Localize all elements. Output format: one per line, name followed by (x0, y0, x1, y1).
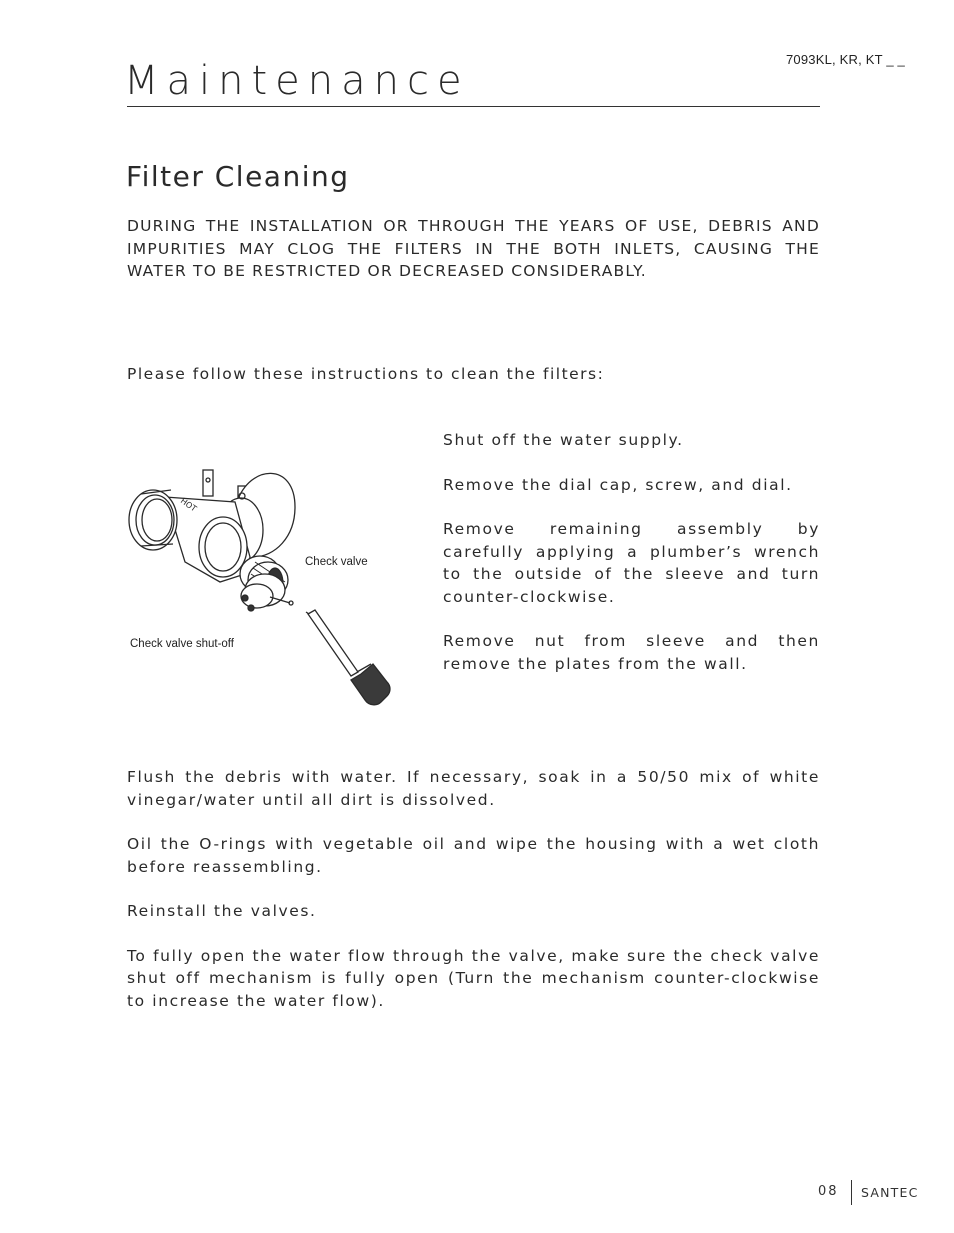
hot-mark: HOT (178, 496, 199, 514)
check-valve-shutoff-label: Check valve shut-off (130, 638, 234, 650)
title-divider (127, 106, 820, 107)
step-item: Remove nut from sleeve and then remove the plates from the wall. (443, 632, 820, 673)
check-valve-label: Check valve (305, 556, 368, 568)
step-list (443, 429, 820, 697)
brand-logo: SANTEC (861, 1185, 919, 1200)
step-item: Oil the O-rings with vegetable oil and wipe the housing with a wet cloth before reassembling. (127, 835, 820, 876)
step-item: Remove the dial cap, screw, and dial. (443, 475, 793, 494)
step-item: To fully open the water flow through the valve, make sure the check valve shut off mechanism is fully open (Turn the mechanism counter-clockwise to increase the water flow). (127, 946, 820, 1010)
section-title: Filter Cleaning (126, 160, 350, 193)
intro-paragraph: DURING THE INSTALLATION OR THROUGH THE YEARS OF USE, DEBRIS AND IMPURITIES MAY CLOG THE FILTERS IN THE BOTH INLETS, CAUSING THE WATER TO BE RESTRICTED OR DECREASED CONSIDERABLY. (127, 217, 820, 280)
footer-divider (851, 1180, 852, 1205)
step-item: Flush the debris with water. If necessary, soak in a 50/50 mix of white vinegar/water until all dirt is dissolved. (127, 768, 820, 809)
page-number: 08 (818, 1184, 839, 1199)
valve-diagram (125, 462, 415, 712)
instructions-lead: Please follow these instructions to clean the filters: (127, 365, 605, 383)
page-title: Maintenance (124, 58, 470, 104)
step-item: Remove remaining assembly by carefully applying a plumber’s wrench to the outside of the sleeve and turn counter-clockwise. (443, 520, 820, 606)
step-item: Reinstall the valves. (127, 902, 317, 920)
step-item: Shut off the water supply. (443, 431, 684, 449)
lower-step-list (127, 766, 820, 1034)
model-number: 7093KL, KR, KT _ _ (786, 52, 905, 67)
